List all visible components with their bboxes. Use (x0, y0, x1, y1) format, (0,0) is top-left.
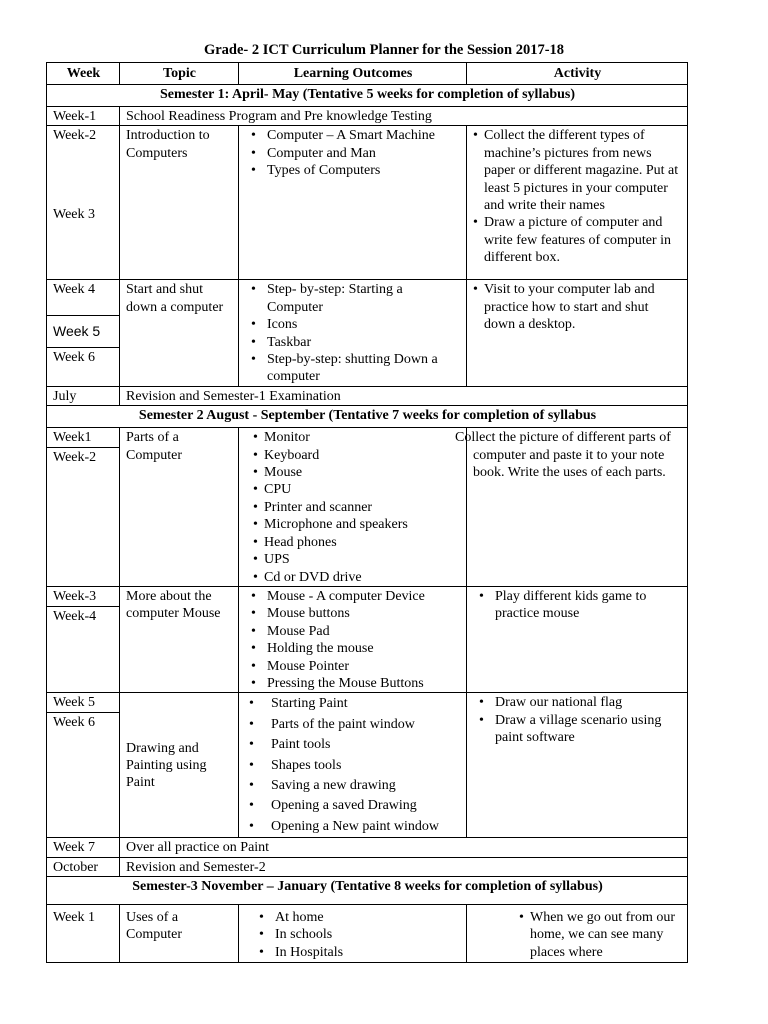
list-item: • When we go out from our home, we can see many places where (519, 909, 682, 961)
week-cell: Week 3 (47, 205, 120, 280)
activity-cell (467, 905, 688, 963)
list-item: • In schools (253, 926, 461, 943)
header-topic: Topic (120, 63, 239, 85)
list-item: • Computer – A Smart Machine (245, 127, 461, 144)
table-row (47, 126, 688, 205)
list-item: • Saving a new drawing (245, 776, 461, 796)
activity-cell (467, 586, 688, 692)
list-item: • At home (253, 909, 461, 926)
week-cell: Week-1 (47, 107, 120, 126)
week-cell: Week 5 (47, 316, 120, 347)
activity-cell (467, 280, 688, 386)
list-item: • Mouse (253, 464, 461, 481)
list-item: • Head phones (253, 534, 461, 551)
week-cell: Week 7 (47, 838, 120, 857)
list-item: • Play different kids game to practice mouse (473, 588, 682, 623)
week-cell: Week1 (47, 428, 120, 448)
week-cell: Week-3 (47, 586, 120, 606)
table-row (47, 428, 688, 448)
list-item: • Mouse Pad (245, 623, 461, 640)
list-item: • Paint tools (245, 735, 461, 755)
list-item: • Collect the different types of machine’s pictures from news paper or different magazine. Put at least 5 pictures in your computer and write their names (473, 127, 682, 214)
header-row (47, 63, 688, 85)
header-outcomes: Learning Outcomes (239, 63, 467, 85)
list-item: • Keyboard (253, 447, 461, 464)
list-item: • Draw our national flag (473, 694, 682, 711)
outcomes-cell (239, 428, 467, 587)
outcomes-cell (239, 693, 467, 838)
week-cell: Week 5 (47, 693, 120, 713)
week-cell: Week-2 (47, 447, 120, 586)
header-week: Week (47, 63, 120, 85)
list-item: • Mouse buttons (245, 605, 461, 622)
list-item: • UPS (253, 551, 461, 568)
week-cell: July (47, 386, 120, 405)
week-cell: Week 1 (47, 905, 120, 963)
activity-cell (467, 693, 688, 838)
list-item: • Draw a picture of computer and write few features of computer in different box. (473, 214, 682, 266)
list-item: • Monitor (253, 429, 461, 446)
list-item: • Visit to your computer lab and practice how to start and shut down a desktop. (473, 281, 682, 333)
list-item: • Starting Paint (245, 694, 461, 714)
activity-cell (467, 126, 688, 280)
topic-cell: Drawing and Painting using Paint (120, 693, 239, 838)
semester-3-heading: Semester-3 November – January (Tentative 8 weeks for completion of syllabus) (47, 877, 688, 905)
list-item: • Microphone and speakers (253, 516, 461, 533)
week-cell: October (47, 857, 120, 876)
week-cell: Week 4 (47, 280, 120, 316)
topic-cell: Introduction to Computers (120, 126, 239, 280)
list-item: • Computer and Man (245, 145, 461, 162)
list-item: • Printer and scanner (253, 499, 461, 516)
week-cell: Week-4 (47, 606, 120, 693)
table-row (47, 857, 688, 876)
list-item: • Cd or DVD drive (253, 569, 461, 586)
list-item: • Step- by-step: Starting a Computer (245, 281, 461, 316)
topic-cell: Uses of a Computer (120, 905, 239, 963)
topic-cell: Parts of a Computer (120, 428, 239, 587)
list-item: • In Hospitals (253, 944, 461, 961)
list-item: • Step-by-step: shutting Down a computer (245, 351, 461, 386)
table-row (47, 905, 688, 963)
week-cell: Week 6 (47, 347, 120, 386)
list-item: • Draw a village scenario using paint software (473, 712, 682, 747)
list-item: • Types of Computers (245, 162, 461, 179)
outcomes-cell (239, 280, 467, 386)
week-text: Over all practice on Paint (120, 838, 688, 857)
table-row (47, 693, 688, 713)
week-cell: Week-2 (47, 126, 120, 205)
list-item: • Mouse - A computer Device (245, 588, 461, 605)
semester-1-heading: Semester 1: April- May (Tentative 5 weeks for completion of syllabus) (47, 85, 688, 107)
table-row (47, 838, 688, 857)
topic-cell: Start and shut down a computer (120, 280, 239, 386)
list-item: • Icons (245, 316, 461, 333)
header-activity: Activity (467, 63, 688, 85)
table-row (47, 280, 688, 316)
semester-2-heading: Semester 2 August - September (Tentative 7 weeks for completion of syllabus (47, 406, 688, 428)
week-text: Revision and Semester-1 Examination (120, 386, 688, 405)
week-cell: Week 6 (47, 712, 120, 837)
list-item: • CPU (253, 481, 461, 498)
list-item: • Opening a New paint window (245, 817, 461, 837)
outcomes-cell (239, 586, 467, 692)
table-row (47, 586, 688, 606)
activity-cell: Collect the picture of different parts of computer and paste it to your note book. Write the uses of each parts. (467, 428, 688, 587)
outcomes-cell (239, 905, 467, 963)
page-title: Grade- 2 ICT Curriculum Planner for the Session 2017-18 (203, 42, 565, 58)
week-text: Revision and Semester-2 (120, 857, 688, 876)
curriculum-table (46, 62, 688, 963)
list-item: • Taskbar (245, 334, 461, 351)
list-item: • Parts of the paint window (245, 715, 461, 735)
table-row (47, 386, 688, 405)
topic-cell: More about the computer Mouse (120, 586, 239, 692)
list-item: • Shapes tools (245, 756, 461, 776)
list-item: • Pressing the Mouse Buttons (245, 675, 461, 692)
outcomes-cell (239, 126, 467, 280)
list-item: • Opening a saved Drawing (245, 796, 461, 816)
list-item: • Holding the mouse (245, 640, 461, 657)
table-row (47, 107, 688, 126)
list-item: • Mouse Pointer (245, 658, 461, 675)
week-text: School Readiness Program and Pre knowledge Testing (120, 107, 688, 126)
